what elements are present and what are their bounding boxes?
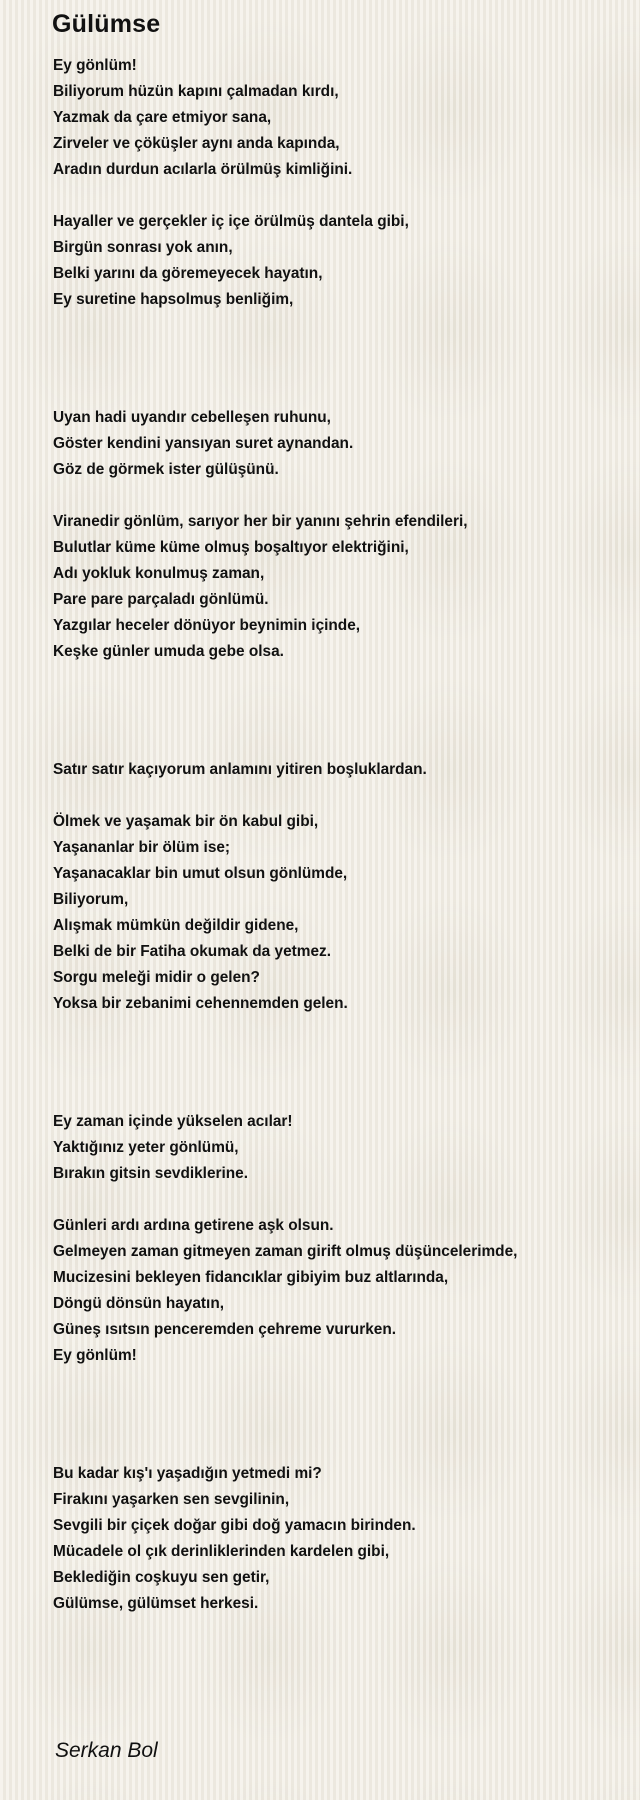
poem-line: Firakını yaşarken sen sevgilinin, xyxy=(53,1491,290,1508)
poem-line: Alışmak mümkün değildir gidene, xyxy=(53,917,299,934)
poem-stanza xyxy=(53,1213,623,1369)
poem-stanza xyxy=(53,809,623,1017)
poem-line: Yaşanacaklar bin umut olsun gönlümde, xyxy=(53,865,348,882)
poem-line: Yazmak da çare etmiyor sana, xyxy=(53,109,272,126)
poem-line: Bu kadar kış'ı yaşadığın yetmedi mi? xyxy=(53,1465,322,1482)
poem-stanza xyxy=(53,53,623,183)
poem-line: Zirveler ve çöküşler aynı anda kapında, xyxy=(53,135,340,152)
poem-line: Güneş ısıtsın penceremden çehreme vururken. xyxy=(53,1321,396,1338)
poem-line: Satır satır kaçıyorum anlamını yitiren boşluklardan. xyxy=(53,761,427,778)
poem-stanza xyxy=(53,405,623,483)
stanza-gap xyxy=(53,313,623,405)
poem-line: Ölmek ve yaşamak bir ön kabul gibi, xyxy=(53,813,319,830)
poem-line: Beklediğin coşkuyu sen getir, xyxy=(53,1569,270,1586)
poem-line: Keşke günler umuda gebe olsa. xyxy=(53,643,284,660)
stanza-gap xyxy=(53,665,623,757)
poem-body xyxy=(53,53,623,1617)
poem-line: Mücadele ol çık derinliklerinden kardelen gibi, xyxy=(53,1543,390,1560)
stanza-gap xyxy=(53,183,623,209)
stanza-gap xyxy=(53,483,623,509)
poem-line: Sorgu meleği midir o gelen? xyxy=(53,969,260,986)
poem-line: Viranedir gönlüm, sarıyor her bir yanını şehrin efendileri, xyxy=(53,513,468,530)
poem-line: Mucizesini bekleyen fidancıklar gibiyim buz altlarında, xyxy=(53,1269,449,1286)
poem-line: Ey gönlüm! xyxy=(53,1347,137,1364)
poem-line: Yaktığınız yeter gönlümü, xyxy=(53,1139,239,1156)
poem-line: Ey zaman içinde yükselen acılar! xyxy=(53,1113,293,1130)
poem-line: Yazgılar heceler dönüyor beynimin içinde, xyxy=(53,617,361,634)
poem-title: Gülümse xyxy=(52,10,161,38)
poem-line: Pare pare parçaladı gönlümü. xyxy=(53,591,269,608)
poem-line: Yaşananlar bir ölüm ise; xyxy=(53,839,231,856)
poem-line: Birgün sonrası yok anın, xyxy=(53,239,233,256)
stanza-gap xyxy=(53,1187,623,1213)
poem-line: Ey suretine hapsolmuş benliğim, xyxy=(53,291,294,308)
poem-stanza xyxy=(53,1109,623,1187)
poem-stanza xyxy=(53,757,623,783)
poem-line: Uyan hadi uyandır cebelleşen ruhunu, xyxy=(53,409,331,426)
poem-stanza xyxy=(53,209,623,313)
poem-line: Aradın durdun acılarla örülmüş kimliğini. xyxy=(53,161,353,178)
poem-author: Serkan Bol xyxy=(55,1739,158,1762)
poem-line: Günleri ardı ardına getirene aşk olsun. xyxy=(53,1217,334,1234)
poem-line: Belki de bir Fatiha okumak da yetmez. xyxy=(53,943,331,960)
poem-line: Göz de görmek ister gülüşünü. xyxy=(53,461,279,478)
poem-line: Göster kendini yansıyan suret aynandan. xyxy=(53,435,354,452)
poem-line: Biliyorum hüzün kapını çalmadan kırdı, xyxy=(53,83,339,100)
poem-line: Gelmeyen zaman gitmeyen zaman girift olmuş düşüncelerimde, xyxy=(53,1243,518,1260)
stanza-gap xyxy=(53,783,623,809)
poem-line: Hayaller ve gerçekler iç içe örülmüş dantela gibi, xyxy=(53,213,409,230)
poem-line: Sevgili bir çiçek doğar gibi doğ yamacın birinden. xyxy=(53,1517,416,1534)
poem-line: Bırakın gitsin sevdiklerine. xyxy=(53,1165,249,1182)
poem-stanza xyxy=(53,509,623,665)
poem-line: Yoksa bir zebanimi cehennemden gelen. xyxy=(53,995,348,1012)
poem-line: Gülümse, gülümset herkesi. xyxy=(53,1595,259,1612)
poem-line: Belki yarını da göremeyecek hayatın, xyxy=(53,265,323,282)
poem-line: Ey gönlüm! xyxy=(53,57,137,74)
poem-line: Döngü dönsün hayatın, xyxy=(53,1295,224,1312)
stanza-gap xyxy=(53,1017,623,1109)
poem-stanza xyxy=(53,1461,623,1617)
poem-line: Adı yokluk konulmuş zaman, xyxy=(53,565,265,582)
stanza-gap xyxy=(53,1369,623,1461)
poem-line: Biliyorum, xyxy=(53,891,129,908)
poem-line: Bulutlar küme küme olmuş boşaltıyor elektriğini, xyxy=(53,539,409,556)
